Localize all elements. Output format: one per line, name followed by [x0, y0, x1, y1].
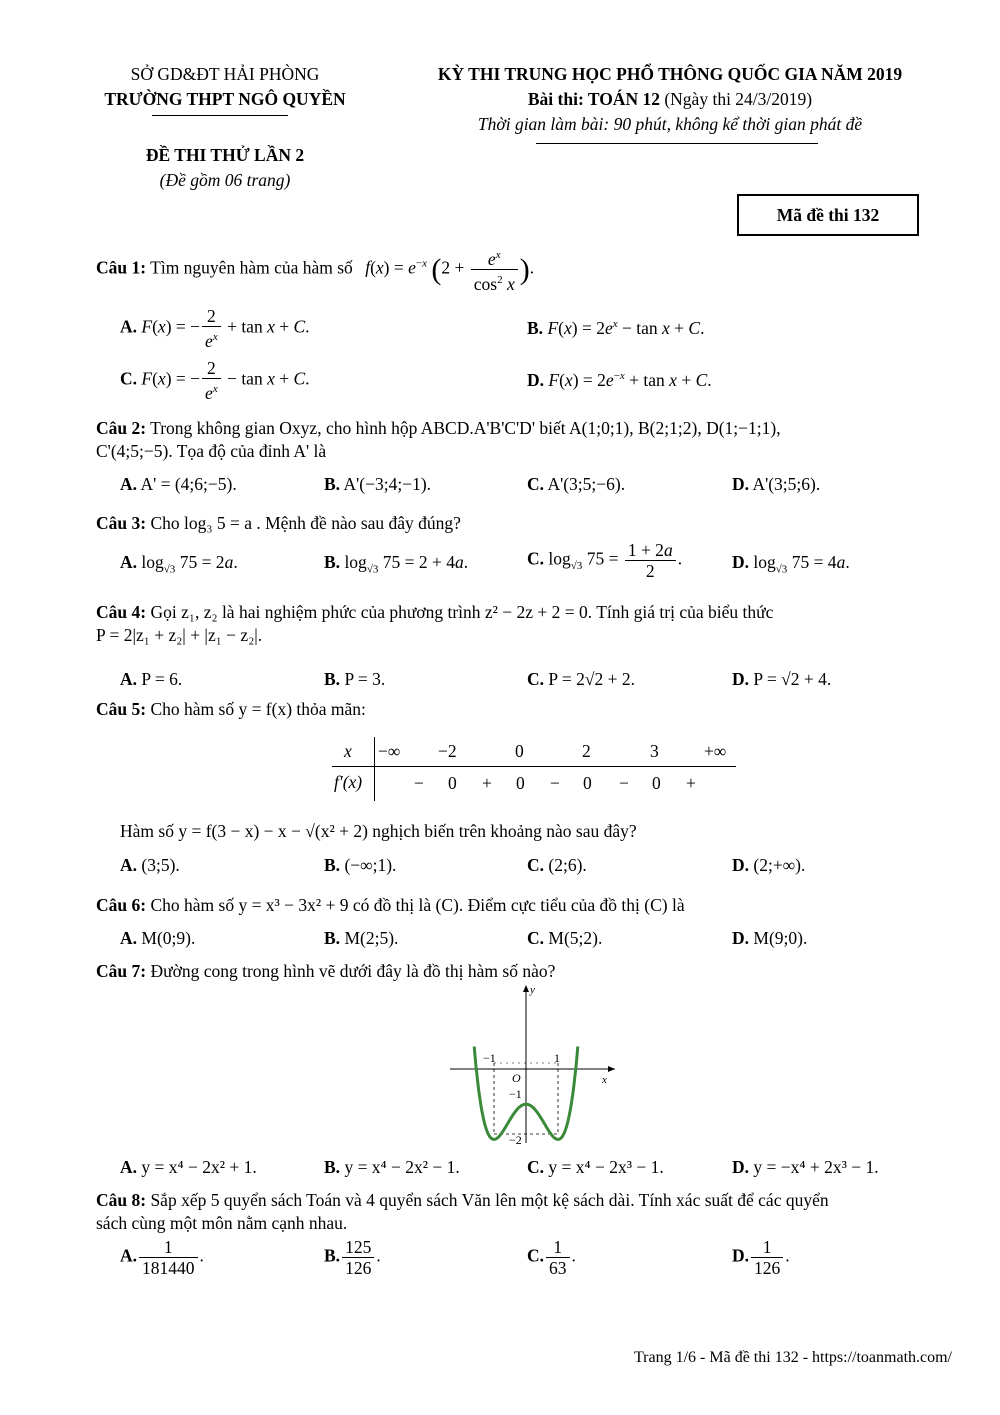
school-underline — [152, 115, 288, 116]
q4-option-b[interactable]: B. P = 3. — [324, 669, 386, 689]
q5-sub-question: Hàm số y = f(3 − x) − x − √(x² + 2) nghịch biến trên khoảng nào sau đây? — [120, 821, 637, 841]
q4-option-d[interactable]: D. P = √2 + 4. — [732, 669, 832, 689]
sign-table-x-3: 3 — [650, 741, 659, 761]
q8-option-d[interactable]: D. $\frac{1}{126}$ . — [732, 1237, 790, 1278]
graph-x-arrow — [608, 1066, 615, 1072]
q5-option-a[interactable]: A. (3;5). — [120, 855, 180, 875]
graph-y-arrow — [523, 985, 529, 992]
q7-graph — [450, 983, 620, 1148]
question-4: Câu 4: Gọi z₁, z₂ là hai nghiệm phức của phương trình z² − 2z + 2 = 0. Tính giá trị của biểu thức P = 2|z₁ + z₂| + |z₁ − z₂|. — [96, 602, 774, 645]
question-3: Câu 3: Cho log₃ 5 = a . Mệnh đề nào sau đây đúng? — [96, 513, 461, 533]
graph-y-label: y — [530, 984, 535, 996]
q6-option-b[interactable]: B. M(2;5). — [324, 928, 399, 948]
question-5: Câu 5: Cho hàm số y = f(x) thỏa mãn: — [96, 699, 366, 719]
attempt-title: ĐỀ THI THỬ LẦN 2 — [145, 145, 305, 165]
graph-tick-ym2: −2 — [509, 1133, 522, 1147]
question-1: Câu 1: Tìm nguyên hàm của hàm số $f(x) = e^{-x}$ (2 + $\frac{e^x}{\cos^2 x}$ ). — [96, 245, 956, 294]
question-2: Câu 2: Trong không gian Oxyz, cho hình hộp ABCD.A'B'C'D' biết A(1;0;1), B(2;1;2), D(1;−1;1), C'(4;5;−5). Tọa độ của đỉnh A' là — [96, 418, 781, 461]
sign-4: − — [619, 773, 629, 793]
sign-table-x-pos-inf: +∞ — [704, 741, 727, 761]
q7-option-a[interactable]: A. y = x⁴ − 2x² + 1. — [120, 1157, 257, 1177]
q5-option-d[interactable]: D. (2;+∞). — [732, 855, 806, 875]
exam-title: KỲ THI TRUNG HỌC PHỔ THÔNG QUỐC GIA NĂM 2019 — [437, 64, 903, 84]
sign-table — [332, 737, 736, 801]
q1-option-a[interactable]: A. F(x) = − $\frac{2}{e^x}$ + tan x + C. — [120, 306, 310, 351]
question-7: Câu 7: Đường cong trong hình vẽ dưới đây là đồ thị hàm số nào? — [96, 961, 556, 981]
q3-option-b[interactable]: B. $\log_{√3} 75 = 2 + 4a$. — [324, 552, 469, 576]
time-underline — [536, 143, 818, 144]
sign-5: + — [686, 773, 696, 793]
q2-option-b[interactable]: B. A'(−3;4;−1). — [324, 474, 432, 494]
exam-code-box: Mã đề thi 132 — [737, 194, 919, 236]
q6-option-a[interactable]: A. M(0;9). — [120, 928, 196, 948]
department-name: SỞ GD&ĐT HẢI PHÒNG — [130, 64, 320, 84]
q3-option-d[interactable]: D. $\log_{√3} 75 = 4a$. — [732, 552, 850, 576]
exam-subject: Bài thi: TOÁN 12 (Ngày thi 24/3/2019) — [527, 89, 813, 109]
graph-tick-ym1: −1 — [509, 1087, 522, 1101]
q3-option-c[interactable]: C. $\log_{√3} 75$ = $\frac{1 + 2a}{2}$ . — [527, 540, 683, 581]
sign-zero-2: 0 — [516, 773, 525, 793]
graph-x-label: x — [602, 1074, 607, 1086]
q7-option-d[interactable]: D. y = −x⁴ + 2x³ − 1. — [732, 1157, 879, 1177]
sign-table-x-0: 0 — [515, 741, 524, 761]
school-name: TRƯỜNG THPT NGÔ QUYỀN — [104, 89, 346, 109]
q1-option-b[interactable]: B. $F(x) = 2e^x - \tan x + C$. — [527, 318, 705, 338]
sign-3: − — [550, 773, 560, 793]
q4-option-c[interactable]: C. P = 2√2 + 2. — [527, 669, 635, 689]
q7-option-b[interactable]: B. y = x⁴ − 2x² − 1. — [324, 1157, 460, 1177]
q7-option-c[interactable]: C. y = x⁴ − 2x³ − 1. — [527, 1157, 664, 1177]
question-6: Câu 6: Cho hàm số y = x³ − 3x² + 9 có đồ thị là (C). Điểm cực tiểu của đồ thị (C) là — [96, 895, 685, 915]
q6-option-c[interactable]: C. M(5;2). — [527, 928, 603, 948]
q4-option-a[interactable]: A. P = 6. — [120, 669, 183, 689]
sign-table-x-m2: −2 — [438, 741, 457, 761]
q2-option-c[interactable]: C. A'(3;5;−6). — [527, 474, 626, 494]
graph-tick-m1: −1 — [483, 1051, 496, 1065]
q2-option-d[interactable]: D. A'(3;5;6). — [732, 474, 821, 494]
q8-option-a[interactable]: A. $\frac{1}{181440}$ . — [120, 1237, 204, 1278]
q8-option-c[interactable]: C. $\frac{1}{63}$ . — [527, 1237, 576, 1278]
sign-table-fp-label: f′(x) — [334, 772, 363, 792]
q6-option-d[interactable]: D. M(9;0). — [732, 928, 808, 948]
q5-option-b[interactable]: B. (−∞;1). — [324, 855, 397, 875]
sign-zero-1: 0 — [448, 773, 457, 793]
sign-1: − — [414, 773, 424, 793]
page-footer: Trang 1/6 - Mã đề thi 132 - https://toanmath.com/ — [633, 1349, 952, 1366]
sign-table-x-2: 2 — [582, 741, 591, 761]
q2-option-a[interactable]: A. A' = (4;6;−5). — [120, 474, 237, 494]
pages-note: (Đề gồm 06 trang) — [159, 170, 291, 190]
sign-table-x-neg-inf: −∞ — [378, 741, 401, 761]
sign-table-x-label: x — [344, 741, 352, 761]
time-note: Thời gian làm bài: 90 phút, không kể thời gian phát đề — [477, 114, 863, 134]
graph-origin-label: O — [512, 1071, 521, 1085]
q3-option-a[interactable]: A. $\log_{√3} 75 = 2a$. — [120, 552, 238, 576]
graph-tick-1: 1 — [554, 1051, 560, 1065]
sign-zero-3: 0 — [583, 773, 592, 793]
q1-option-c[interactable]: C. F(x) = − $\frac{2}{e^x}$ − tan x + C. — [120, 358, 310, 403]
question-8: Câu 8: Sắp xếp 5 quyển sách Toán và 4 quyển sách Văn lên một kệ sách dài. Tính xác suất để các quyển sách cùng một môn nằm cạnh nhau. — [96, 1190, 829, 1233]
q8-option-b[interactable]: B. $\frac{125}{126}$ . — [324, 1237, 381, 1278]
sign-2: + — [482, 773, 492, 793]
q5-option-c[interactable]: C. (2;6). — [527, 855, 587, 875]
sign-zero-4: 0 — [652, 773, 661, 793]
q1-option-d[interactable]: D. $F(x) = 2e^{-x} + \tan x + C$. — [527, 370, 712, 390]
